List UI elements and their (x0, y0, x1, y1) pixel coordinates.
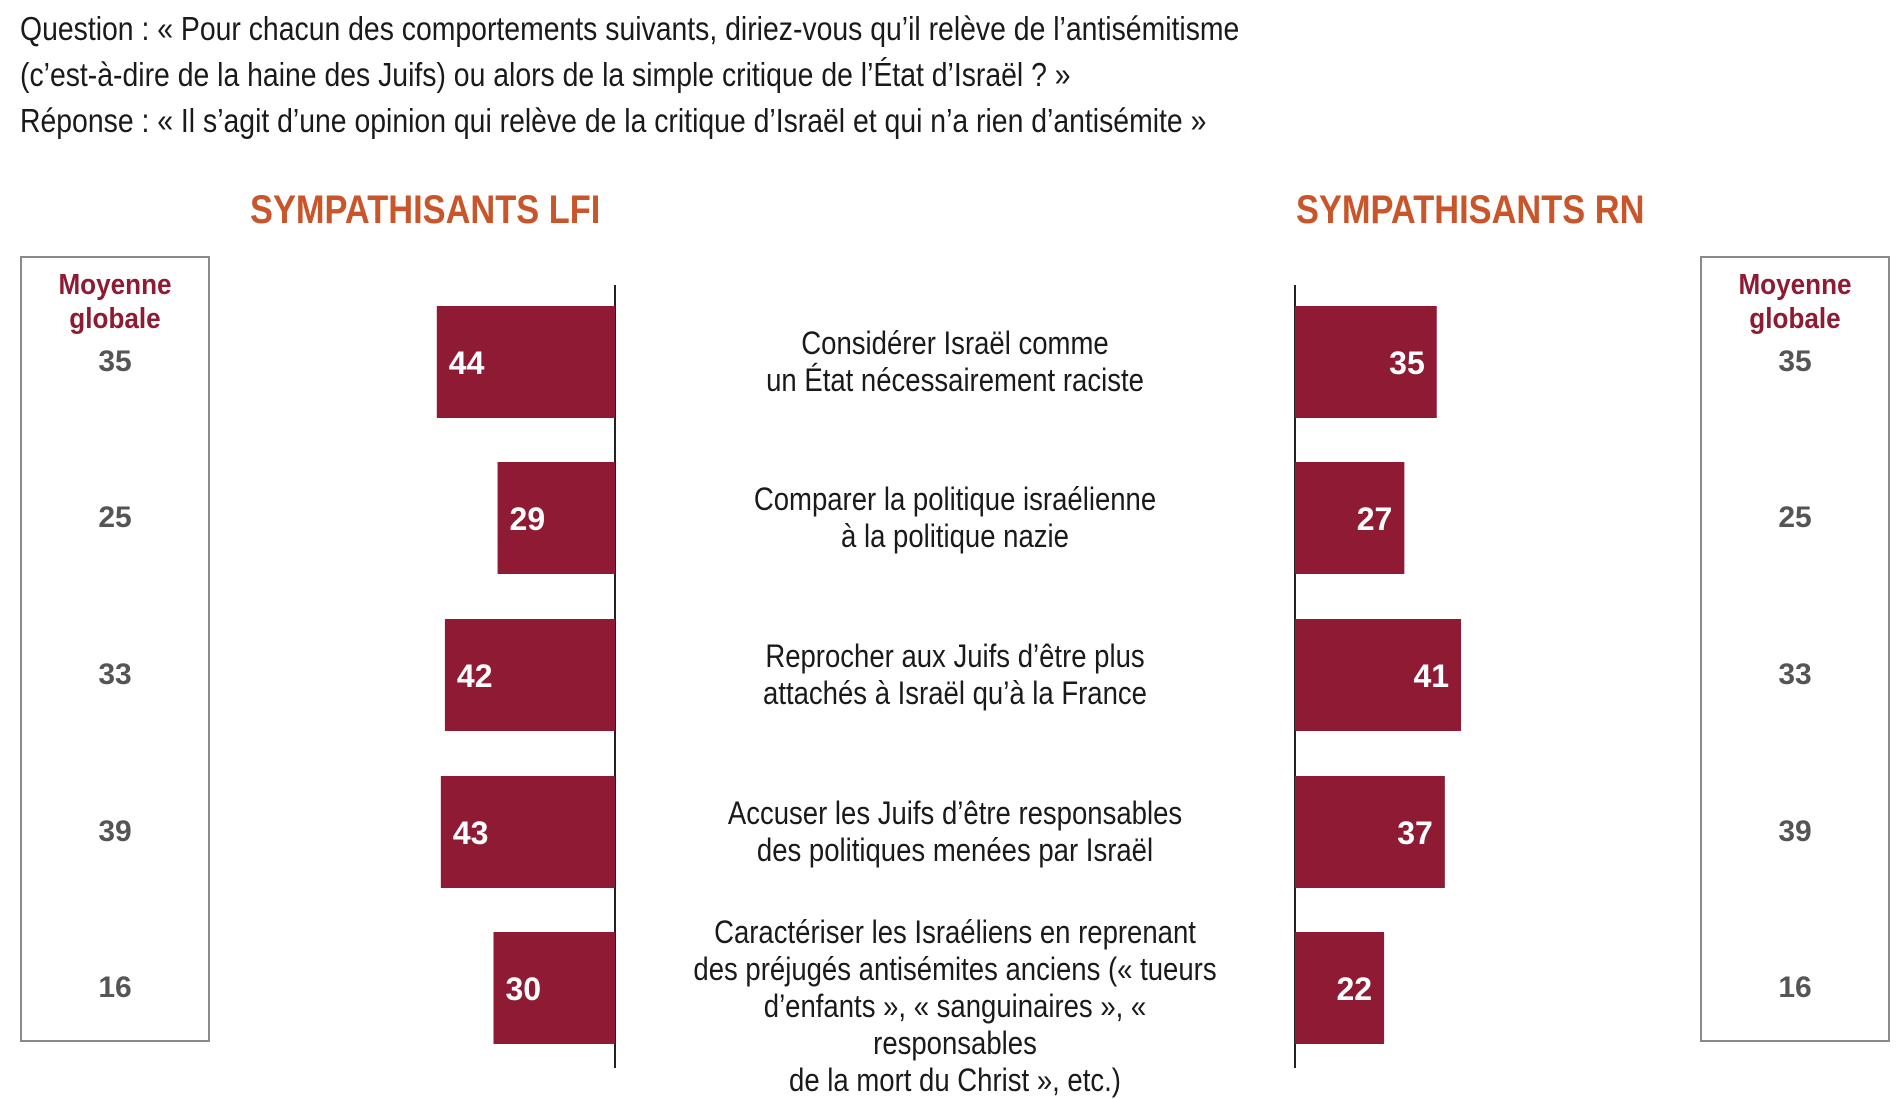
category-label: Comparer la politique israélienne à la politique nazie (753, 481, 1157, 554)
lfi-title: SYMPATHISANTS LFI (250, 188, 601, 232)
category-label: Accuser les Juifs d’être responsables des politiques menées par Israël (727, 795, 1183, 868)
average-value-left: 35 (98, 345, 132, 378)
category-label: Caractériser les Israéliens en reprenant des préjugés antisémites anciens (« tueurs d’enfants », « sanguinaires », « responsables de la mort du Christ », etc.) (693, 914, 1217, 1098)
average-title-left: Moyenne globale (58, 269, 172, 335)
average-value-right: 35 (1778, 345, 1812, 378)
average-value-left: 25 (98, 501, 132, 534)
average-value-right: 25 (1778, 501, 1812, 534)
rn-value-label: 35 (1389, 345, 1425, 381)
average-value-left: 39 (98, 815, 132, 848)
average-value-right: 33 (1778, 658, 1812, 691)
answer-line: Réponse : « Il s’agit d’une opinion qui relève de la critique d’Israël et qui n’a rien d’antisémite » (20, 102, 1207, 139)
question-line-1: Question : « Pour chacun des comportements suivants, diriez-vous qu’il relève de l’antisémitisme (20, 10, 1240, 47)
average-value-left: 16 (98, 971, 132, 1004)
category-label: Considérer Israël comme un État nécessairement raciste (766, 325, 1144, 398)
lfi-value-label: 30 (505, 971, 542, 1007)
lfi-value-label: 29 (509, 501, 546, 537)
rn-value-label: 27 (1356, 501, 1393, 537)
average-value-right: 39 (1778, 815, 1812, 848)
average-value-right: 16 (1778, 971, 1812, 1004)
rn-value-label: 22 (1336, 971, 1373, 1007)
average-title-right: Moyenne globale (1738, 269, 1852, 335)
question-line-2: (c’est-à-dire de la haine des Juifs) ou alors de la simple critique de l’État d’Israël ? » (20, 56, 1071, 93)
rn-value-label: 37 (1397, 815, 1433, 851)
lfi-value-label: 44 (448, 345, 485, 381)
lfi-value-label: 42 (456, 658, 493, 694)
average-value-left: 33 (98, 658, 132, 691)
rn-value-label: 41 (1413, 658, 1450, 694)
category-label: Reprocher aux Juifs d’être plus attachés à Israël qu’à la France (763, 638, 1147, 711)
rn-title: SYMPATHISANTS RN (1296, 188, 1645, 232)
lfi-value-label: 43 (452, 815, 489, 851)
